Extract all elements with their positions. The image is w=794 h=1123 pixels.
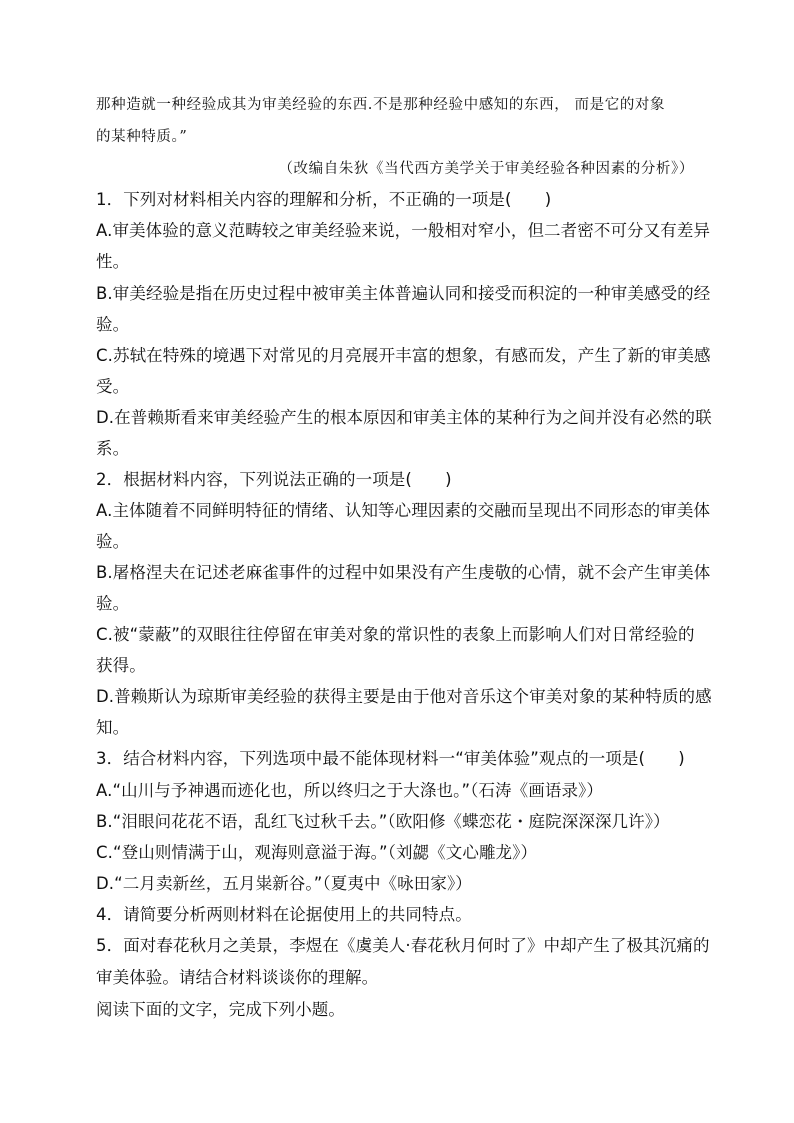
question-1-option-b-line-1: B.审美经验是指在历史过程中被审美主体普遍认同和接受而积淀的一种审美感受的经: [96, 284, 711, 303]
question-2-stem: 2．根据材料内容，下列说法正确的一项是( ): [96, 470, 452, 489]
question-5-line-2: 审美体验。请结合材料谈谈你的理解。: [96, 968, 379, 987]
question-2-option-c-line-1: C.被“蒙蔽”的双眼往往停留在审美对象的常识性的表象上而影响人们对日常经验的: [96, 625, 695, 644]
question-2-option-a-line-2: 验。: [96, 532, 130, 551]
question-3-option-d: D.“二月卖新丝，五月粜新谷。”（夏夷中《咏田家》）: [96, 874, 472, 893]
question-1-option-d-line-1: D.在普赖斯看来审美经验产生的根本原因和审美主体的某种行为之间并没有必然的联: [96, 408, 712, 427]
quote-line-2: 的某种特质。”: [96, 129, 188, 145]
question-3-option-a: A.“山川与予神遇而迹化也，所以终归之于大涤也。”（石涛《画语录》）: [96, 781, 603, 800]
question-1-stem: 1．下列对材料相关内容的理解和分析，不正确的一项是( ): [96, 190, 552, 209]
question-2-option-b-line-1: B.屠格涅夫在记述老麻雀事件的过程中如果没有产生虔敬的心情，就不会产生审美体: [96, 563, 711, 582]
question-1-option-c-line-1: C.苏轼在特殊的境遇下对常见的月亮展开丰富的想象，有感而发，产生了新的审美感: [96, 346, 711, 365]
question-3-stem: 3．结合材料内容，下列选项中最不能体现材料一“审美体验”观点的一项是( ): [96, 749, 685, 768]
quote-line-1: 那种造就一种经验成其为审美经验的东西.不是那种经验中感知的东西， 而是它的对象: [96, 97, 666, 113]
question-1-option-a-line-1: A.审美体验的意义范畴较之审美经验来说，一般相对窄小，但二者密不可分又有差异: [96, 221, 711, 240]
reading-instruction: 阅读下面的文字，完成下列小题。: [96, 1000, 345, 1019]
question-3-option-b: B.“泪眼问花花不语，乱红飞过秋千去。”（欧阳修《蝶恋花・庭院深深深几许》）: [96, 812, 670, 831]
quote-source: （改编自朱狄《当代西方美学关于审美经验各种因素的分析》）: [278, 161, 694, 177]
question-3-option-c: C.“登山则情满于山，观海则意溢于海。”（刘勰《文心雕龙》）: [96, 843, 538, 862]
question-2-option-d-line-2: 知。: [96, 718, 130, 737]
question-1-option-c-line-2: 受。: [96, 377, 130, 396]
question-2-option-b-line-2: 验。: [96, 594, 130, 613]
question-2-option-d-line-1: D.普赖斯认为琼斯审美经验的获得主要是由于他对音乐这个审美对象的某种特质的感: [96, 687, 712, 706]
question-1-option-d-line-2: 系。: [96, 439, 130, 458]
question-4-stem: 4．请简要分析两则材料在论据使用上的共同特点。: [96, 905, 472, 924]
question-2-option-c-line-2: 获得。: [96, 656, 146, 675]
question-5-line-1: 5．面对春花秋月之美景，李煜在《虞美人·春花秋月何时了》中却产生了极其沉痛的: [96, 936, 710, 955]
question-1-option-b-line-2: 验。: [96, 315, 130, 334]
question-2-option-a-line-1: A.主体随着不同鲜明特征的情绪、认知等心理因素的交融而呈现出不同形态的审美体: [96, 501, 711, 520]
question-1-option-a-line-2: 性。: [96, 252, 130, 271]
